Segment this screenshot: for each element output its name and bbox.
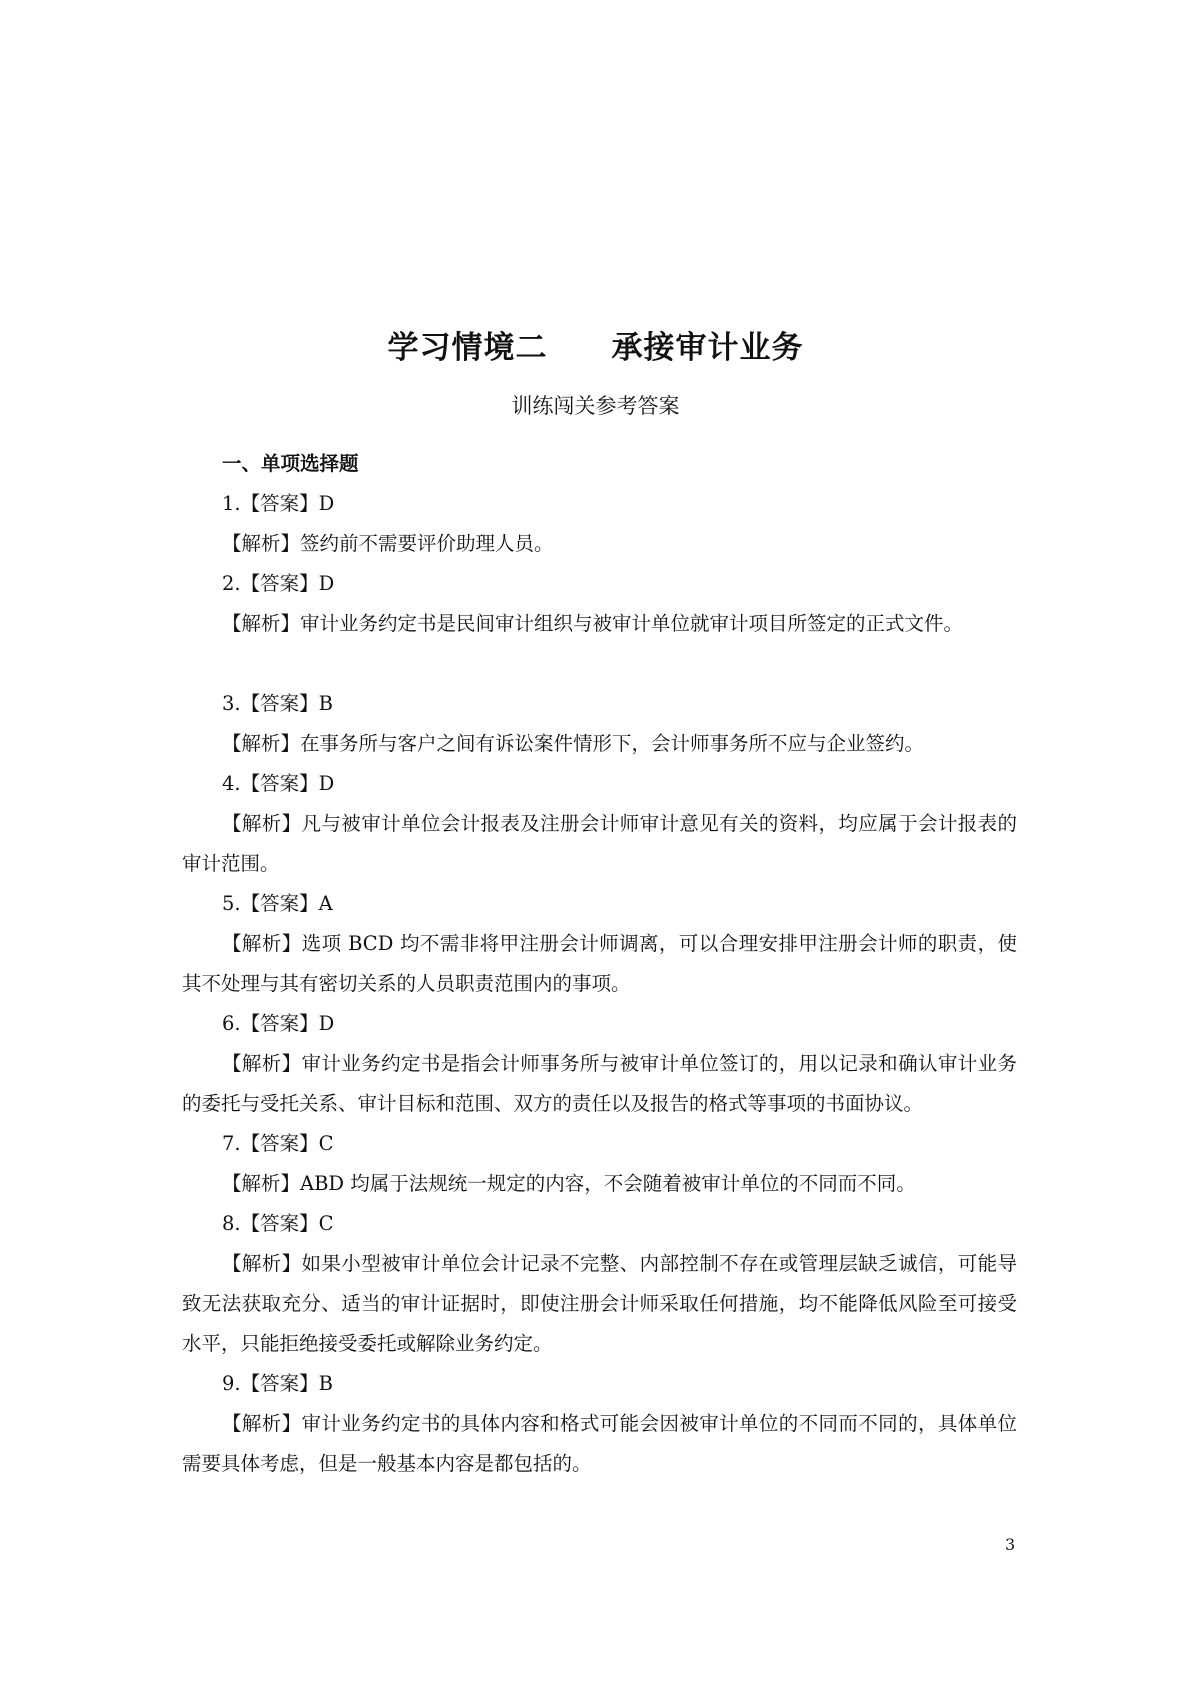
page-number: 3 [1005,1535,1016,1554]
analysis-text-1: 【解析】签约前不需要评价助理人员。 [222,532,554,555]
answer-line-2: 2.【答案】D [222,572,335,595]
answer-line-8: 8.【答案】C [222,1212,334,1235]
analysis-text-7: 【解析】ABD 均属于法规统一规定的内容，不会随着被审计单位的不同而不同。 [222,1172,916,1195]
analysis-text-8: 【解析】如果小型被审计单位会计记录不完整、内部控制不存在或管理层缺乏诚信，可能导致无法获取充分、适当的审计证据时，即使注册会计师采取任何措施，均不能降低风险至可接受水平，只能拒绝接受委托或解除业务约定。 [182,1252,1017,1355]
answer-line-1: 1.【答案】D [222,492,335,515]
answer-line-4: 4.【答案】D [222,772,335,795]
section-heading: 一、单项选择题 [222,452,359,475]
answer-line-9: 9.【答案】B [222,1372,333,1395]
answer-line-6: 6.【答案】D [222,1012,335,1035]
answer-content [182,444,1017,1484]
analysis-text-4: 【解析】凡与被审计单位会计报表及注册会计师审计意见有关的资料，均应属于会计报表的审计范围。 [182,812,1017,875]
analysis-text-6: 【解析】审计业务约定书是指会计师事务所与被审计单位签订的，用以记录和确认审计业务的委托与受托关系、审计目标和范围、双方的责任以及报告的格式等事项的书面协议。 [182,1052,1017,1115]
analysis-text-5: 【解析】选项 BCD 均不需非将甲注册会计师调离，可以合理安排甲注册会计师的职责，使其不处理与其有密切关系的人员职责范围内的事项。 [182,932,1017,995]
analysis-text-3: 【解析】在事务所与客户之间有诉讼案件情形下，会计师事务所不应与企业签约。 [222,732,925,755]
page-title: 学习情境二 承接审计业务 [387,330,804,366]
page-subtitle: 训练闯关参考答案 [511,394,680,418]
analysis-text-2: 【解析】审计业务约定书是民间审计组织与被审计单位就审计项目所签定的正式文件。 [222,612,964,635]
answer-line-5: 5.【答案】A [222,892,333,915]
answer-line-3: 3.【答案】B [222,692,333,715]
answer-line-7: 7.【答案】C [222,1132,334,1155]
analysis-text-9: 【解析】审计业务约定书的具体内容和格式可能会因被审计单位的不同而不同的，具体单位需要具体考虑，但是一般基本内容是都包括的。 [182,1412,1017,1475]
blank-spacer [182,644,1017,684]
